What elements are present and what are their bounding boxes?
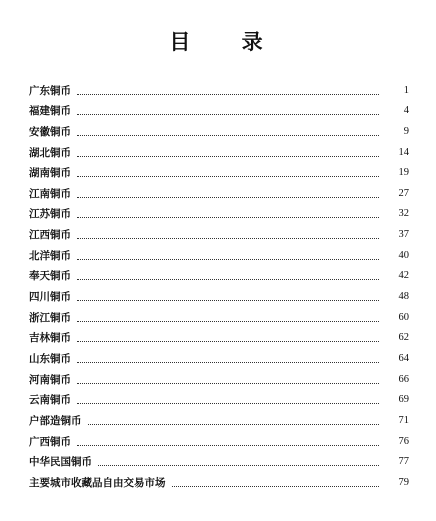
toc-entry-page-number: 40: [398, 249, 409, 261]
dot-leader: [77, 156, 379, 157]
toc-entry[interactable]: [29, 303, 409, 324]
toc-entry-label: 浙江铜币: [29, 311, 71, 324]
dot-leader: [77, 383, 379, 384]
toc-entry[interactable]: [29, 97, 409, 118]
toc-entry-label: 江西铜币: [29, 229, 71, 242]
dot-leader: [77, 341, 379, 342]
toc-entry-page-number: 42: [398, 270, 409, 282]
toc-entry-label: 广西铜币: [29, 435, 71, 448]
toc-entry-page-number: 4: [403, 105, 409, 117]
toc-entry-page-number: 27: [398, 187, 409, 199]
toc-entry-label: 吉林铜币: [29, 332, 71, 345]
toc-entry-label: 中华民国铜币: [29, 456, 92, 469]
dot-leader: [77, 114, 379, 115]
dot-leader: [77, 197, 379, 198]
toc-entry[interactable]: [29, 406, 409, 427]
dot-leader: [77, 94, 379, 95]
toc-entry-label: 主要城市收藏品自由交易市场: [29, 476, 166, 489]
dot-leader: [77, 403, 379, 404]
toc-entry[interactable]: [29, 468, 409, 489]
toc-entry[interactable]: [29, 200, 409, 221]
toc-entry[interactable]: [29, 117, 409, 138]
toc-entry-label: 山东铜币: [29, 352, 71, 365]
toc-entry-label: 湖北铜币: [29, 146, 71, 159]
toc-entry[interactable]: [29, 179, 409, 200]
dot-leader: [77, 176, 379, 177]
dot-leader: [77, 259, 379, 260]
toc-entry-page-number: 19: [398, 167, 409, 179]
toc-entry-label: 广东铜币: [29, 84, 71, 97]
dot-leader: [88, 424, 380, 425]
dot-leader: [77, 238, 379, 239]
toc-entry-page-number: 48: [398, 291, 409, 303]
toc-entry-label: 户部造铜币: [29, 414, 82, 427]
toc-entry-page-number: 9: [403, 125, 409, 137]
toc-entry-label: 北洋铜币: [29, 249, 71, 262]
toc-entry-page-number: 77: [398, 456, 409, 468]
toc-entry[interactable]: [29, 220, 409, 241]
dot-leader: [77, 300, 379, 301]
dot-leader: [77, 362, 379, 363]
toc-entry-page-number: 76: [398, 435, 409, 447]
toc-entry-label: 江南铜币: [29, 187, 71, 200]
toc-entry[interactable]: [29, 344, 409, 365]
toc-entry[interactable]: [29, 386, 409, 407]
toc-entry-label: 湖南铜币: [29, 167, 71, 180]
toc-entry[interactable]: [29, 365, 409, 386]
toc-entry-page-number: 1: [403, 84, 409, 96]
toc-entry-page-number: 37: [398, 229, 409, 241]
toc-entry-label: 河南铜币: [29, 373, 71, 386]
toc-entry[interactable]: [29, 138, 409, 159]
dot-leader: [77, 445, 379, 446]
toc-entry[interactable]: [29, 324, 409, 345]
dot-leader: [77, 135, 379, 136]
table-of-contents: [29, 76, 409, 489]
toc-entry[interactable]: [29, 262, 409, 283]
dot-leader: [77, 279, 379, 280]
toc-entry-page-number: 60: [398, 311, 409, 323]
toc-entry-label: 福建铜币: [29, 105, 71, 118]
toc-entry[interactable]: [29, 241, 409, 262]
dot-leader: [77, 217, 379, 218]
dot-leader: [98, 465, 379, 466]
toc-entry-page-number: 79: [398, 476, 409, 488]
toc-entry[interactable]: [29, 282, 409, 303]
toc-entry[interactable]: [29, 427, 409, 448]
toc-entry[interactable]: [29, 159, 409, 180]
dot-leader: [77, 321, 379, 322]
toc-entry-label: 四川铜币: [29, 291, 71, 304]
toc-entry-page-number: 32: [398, 208, 409, 220]
dot-leader: [172, 486, 380, 487]
toc-entry-label: 江苏铜币: [29, 208, 71, 221]
toc-entry-page-number: 64: [398, 352, 409, 364]
toc-entry-page-number: 69: [398, 394, 409, 406]
toc-entry-label: 安徽铜币: [29, 125, 71, 138]
toc-entry[interactable]: [29, 448, 409, 469]
toc-entry-page-number: 14: [398, 146, 409, 158]
toc-entry-label: 奉天铜币: [29, 270, 71, 283]
toc-entry-label: 云南铜币: [29, 394, 71, 407]
page-title: 目 录: [169, 30, 285, 54]
toc-entry[interactable]: [29, 76, 409, 97]
toc-entry-page-number: 62: [398, 332, 409, 344]
toc-entry-page-number: 66: [398, 373, 409, 385]
toc-entry-page-number: 71: [398, 414, 409, 426]
